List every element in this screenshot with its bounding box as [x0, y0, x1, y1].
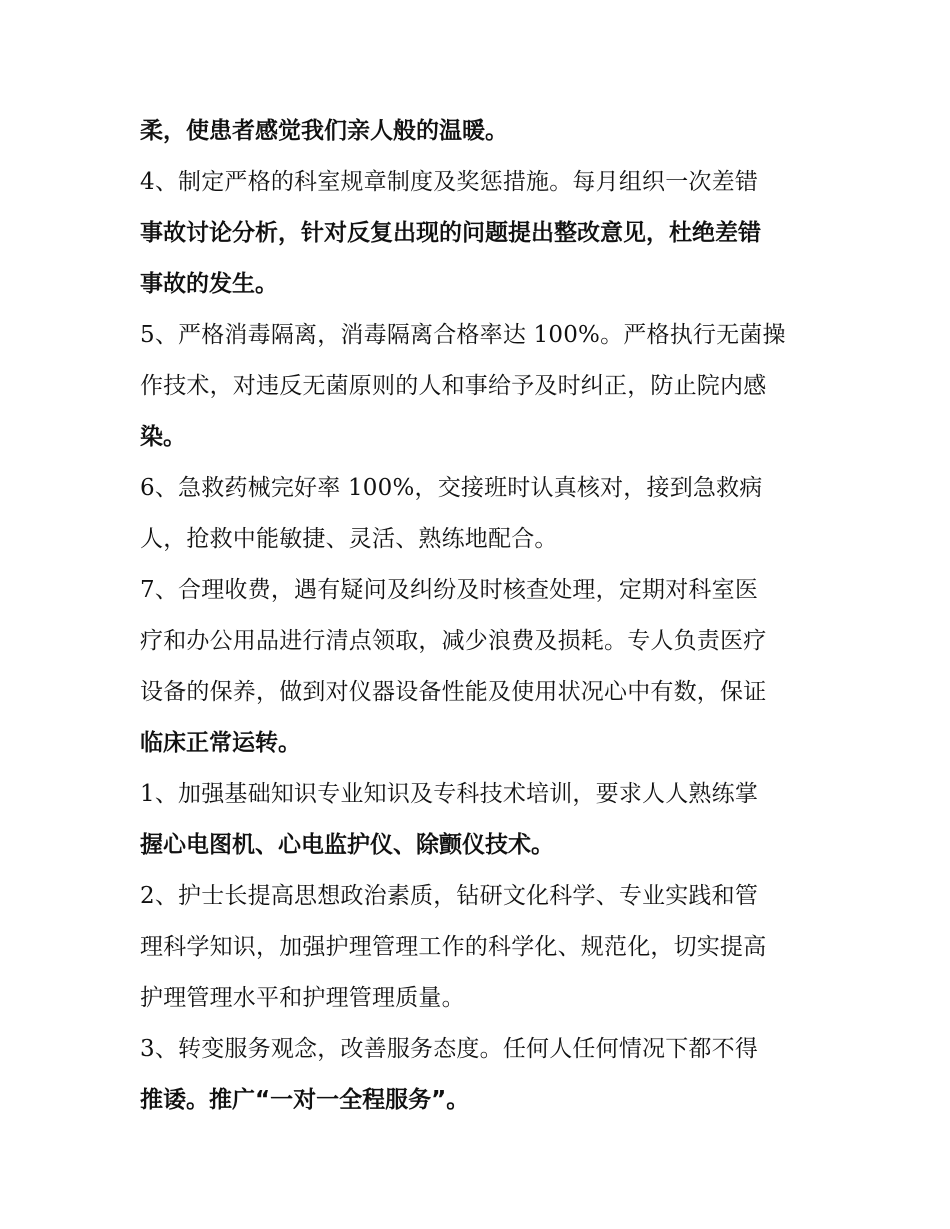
text-line: 作技术，对违反无菌原则的人和事给予及时纠正，防止院内感 — [140, 373, 767, 399]
text-line: 疗和办公用品进行清点领取，减少浪费及损耗。专人负责医疗 — [140, 628, 767, 654]
text-line: 6、急救药械完好率 100%，交接班时认真核对，接到急救病 — [140, 475, 763, 501]
text-line: 2、护士长提高思想政治素质，钻研文化科学、专业实践和管 — [140, 883, 759, 909]
text-line: 4、制定严格的科室规章制度及奖惩措施。每月组织一次差错 — [140, 169, 759, 195]
text-line: 柔，使患者感觉我们亲人般的温暖。 — [140, 118, 508, 144]
text-line: 事故讨论分析，针对反复出现的问题提出整改意见，杜绝差错 — [140, 220, 761, 246]
text-line: 事故的发生。 — [140, 271, 278, 297]
text-line: 5、严格消毒隔离，消毒隔离合格率达 100%。严格执行无菌操 — [140, 322, 786, 348]
text-line: 3、转变服务观念，改善服务态度。任何人任何情况下都不得 — [140, 1036, 759, 1062]
text-line: 护理管理水平和护理管理质量。 — [140, 985, 465, 1011]
text-line: 设备的保养，做到对仪器设备性能及使用状况心中有数，保证 — [140, 679, 767, 705]
text-line: 染。 — [140, 424, 186, 450]
text-line: 1、加强基础知识专业知识及专科技术培训，要求人人熟练掌 — [140, 781, 759, 807]
text-line: 临床正常运转。 — [140, 730, 301, 756]
text-line: 推诿。推广“一对一全程服务”。 — [140, 1087, 470, 1113]
text-line: 理科学知识，加强护理管理工作的科学化、规范化，切实提高 — [140, 934, 767, 960]
text-line: 人，抢救中能敏捷、灵活、熟练地配合。 — [140, 526, 558, 552]
text-line: 7、合理收费，遇有疑问及纠纷及时核查处理，定期对科室医 — [140, 577, 759, 603]
text-line: 握心电图机、心电监护仪、除颤仪技术。 — [140, 832, 554, 858]
document-body — [140, 106, 820, 1126]
